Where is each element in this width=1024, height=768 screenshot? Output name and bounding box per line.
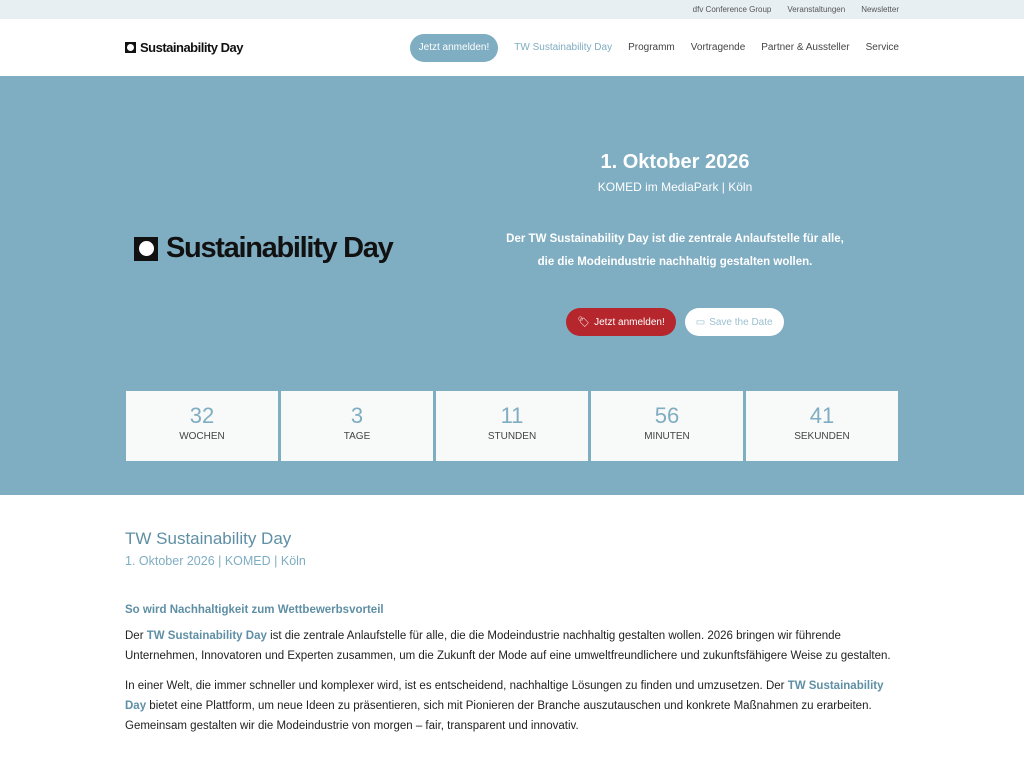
- countdown-minutes: [591, 391, 743, 461]
- nav-partner[interactable]: Partner & Aussteller: [761, 42, 850, 53]
- countdown-label: TAGE: [343, 431, 371, 442]
- page-title: TW Sustainability Day: [125, 529, 292, 548]
- hero-desc-line1: Der TW Sustainability Day ist die zentrale Anlaufstelle für alle,: [506, 233, 844, 245]
- countdown-label: SEKUNDEN: [794, 431, 850, 442]
- save-the-date-button[interactable]: [685, 308, 784, 336]
- nav-register-button[interactable]: Jetzt anmelden!: [410, 34, 499, 62]
- top-bar: [0, 0, 1024, 19]
- highlight-link: TW Sustainability Day: [125, 680, 884, 712]
- page-subtitle: 1. Oktober 2026 | KOMED | Köln: [125, 554, 306, 568]
- hero-logo: [134, 232, 392, 265]
- paragraph-2: In einer Welt, die immer schneller und komplexer wird, ist es entscheidend, nachhaltige Lösungen zu finden und umzusetzen. Der TW Sustainability Day bietet eine Plattform, um neue Ideen zu präsentieren, sich mit Pionieren der Branche auszutauschen und konkrete Maßnahmen zu erarbeiten. Gemeinsam gestalten wir die Modeindustrie von morgen – fair, transparent und innovativ.: [125, 680, 884, 732]
- countdown-value: 3: [350, 403, 364, 428]
- countdown-value: 11: [500, 403, 524, 428]
- save-label: Save the Date: [709, 316, 773, 328]
- countdown-label: WOCHEN: [179, 431, 225, 442]
- countdown-value: 41: [809, 403, 835, 428]
- countdown-weeks: [126, 391, 278, 461]
- countdown-hours: [436, 391, 588, 461]
- countdown-days: [281, 391, 433, 461]
- countdown-value: 56: [654, 403, 680, 428]
- nav-tw-sustainability-day[interactable]: TW Sustainability Day: [514, 42, 613, 53]
- countdown: [126, 391, 898, 461]
- link-newsletter[interactable]: Newsletter: [861, 5, 899, 14]
- ticket-icon: 🏷: [577, 316, 591, 328]
- nav-vortragende[interactable]: Vortragende: [690, 42, 746, 53]
- link-veranstaltungen[interactable]: Veranstaltungen: [787, 5, 846, 14]
- highlight-link: TW Sustainability Day: [146, 630, 267, 642]
- event-date: 1. Oktober 2026: [600, 151, 750, 173]
- register-label: Jetzt anmelden!: [594, 316, 665, 328]
- calendar-icon: ▭: [695, 316, 706, 328]
- site-logo[interactable]: [125, 40, 243, 55]
- header: [0, 19, 1024, 76]
- hero: [0, 76, 1024, 495]
- nav-service[interactable]: Service: [865, 42, 899, 53]
- countdown-value: 32: [189, 403, 215, 428]
- event-venue: KOMED im MediaPark | Köln: [597, 180, 753, 194]
- main-content: [0, 495, 1024, 736]
- main-nav: [410, 34, 899, 62]
- section-heading: So wird Nachhaltigkeit zum Wettbewerbsvorteil: [125, 604, 384, 616]
- register-button[interactable]: [566, 308, 675, 336]
- tw-logo-icon: [134, 237, 158, 261]
- hero-logo-text: Sustainability Day: [166, 232, 393, 264]
- hero-desc-line2: die die Modeindustrie nachhaltig gestalten wollen.: [537, 256, 813, 268]
- link-dfv-conference-group[interactable]: dfv Conference Group: [692, 5, 772, 14]
- nav-programm[interactable]: Programm: [628, 42, 675, 53]
- logo-text: Sustainability Day: [140, 40, 243, 55]
- countdown-label: MINUTEN: [644, 431, 690, 442]
- tw-logo-icon: [125, 42, 136, 53]
- countdown-label: STUNDEN: [487, 431, 537, 442]
- paragraph-1: Der TW Sustainability Day ist die zentrale Anlaufstelle für alle, die die Modeindustrie nachhaltig gestalten wollen. 2026 bringen wir führende Unternehmen, Innovatoren und Experten zusammen, um die Zukunft der Mode auf eine umweltfreundlichere und zukunftsfähigere Weise zu gestalten.: [125, 630, 891, 662]
- countdown-seconds: [746, 391, 898, 461]
